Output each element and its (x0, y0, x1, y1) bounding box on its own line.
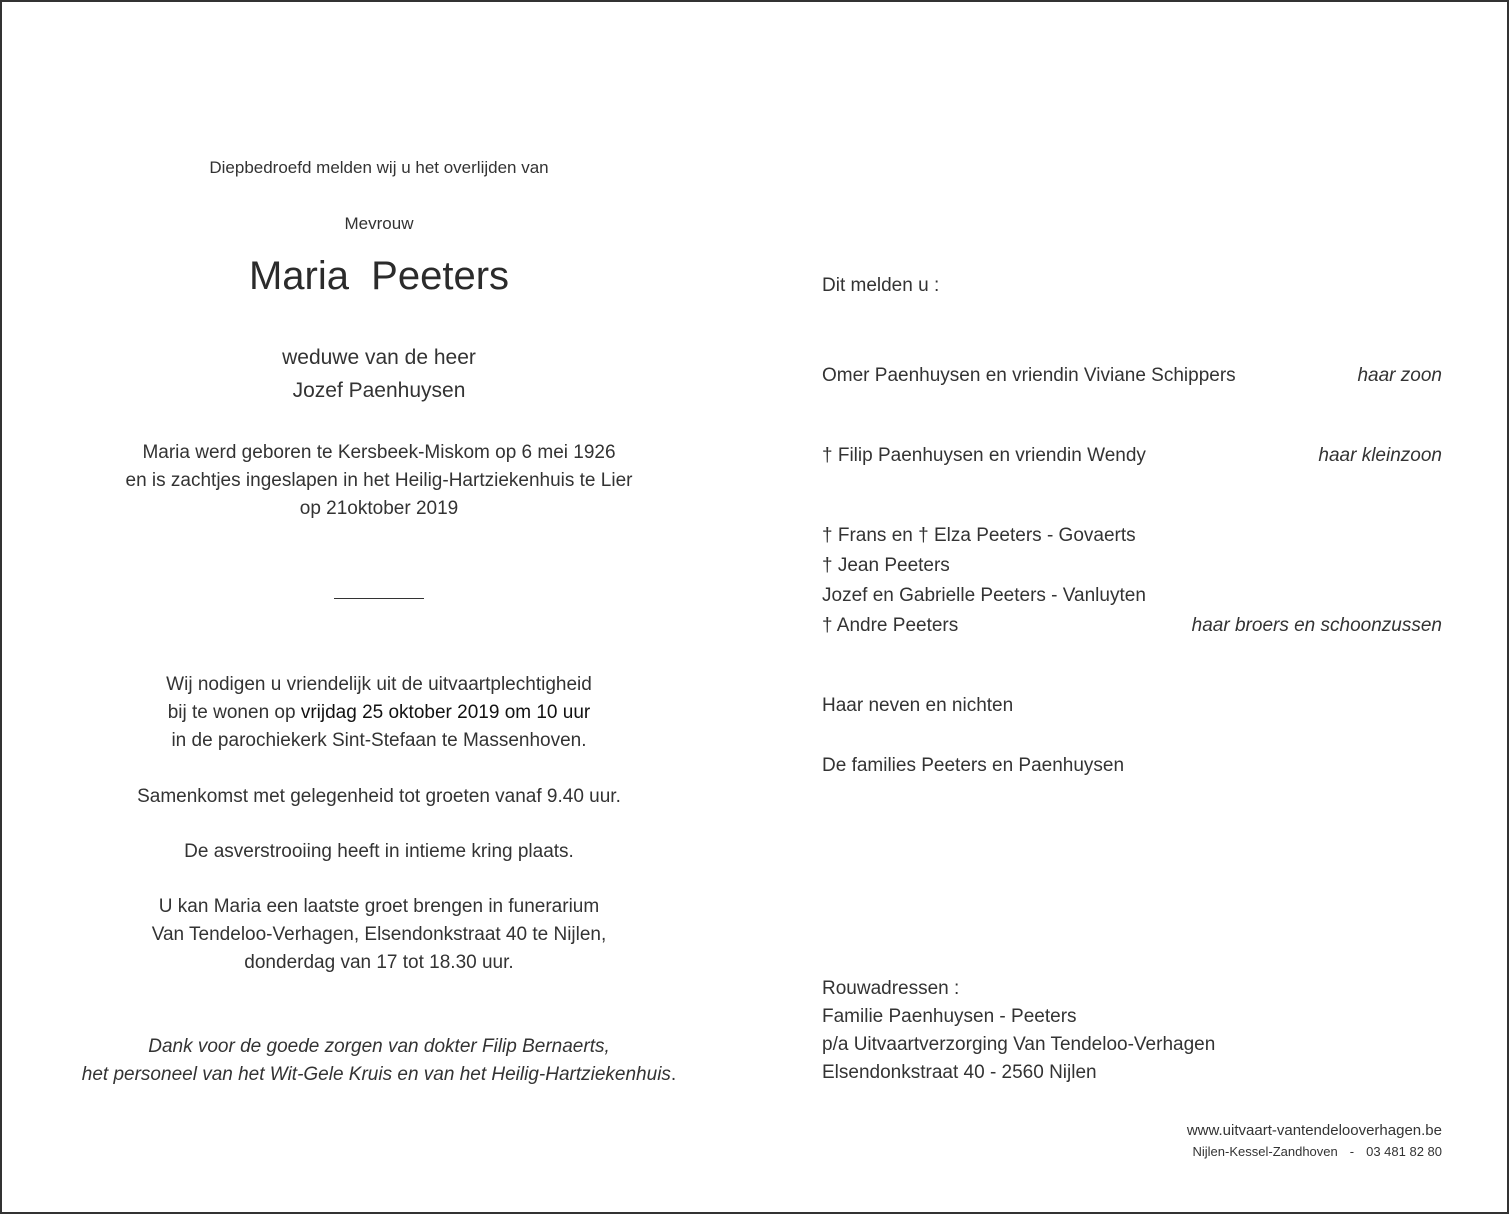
thanks-line-2 (64, 1064, 694, 1086)
footer-phone: 03 481 82 80 (1366, 1144, 1442, 1159)
visit-line-1: U kan Maria een laatste groet brengen in funerarium (158, 896, 600, 917)
footer-locations: Nijlen-Kessel-Zandhoven (1192, 1144, 1338, 1159)
family-member-6: † Andre Peeters (822, 615, 959, 636)
family-member-2: † Filip Paenhuysen en vriendin Wendy (822, 445, 1146, 466)
thanks-line-2-end: . (670, 1064, 677, 1085)
spouse-name: Jozef Paenhuysen (292, 379, 466, 402)
deceased-name: Maria Peeters (248, 254, 510, 298)
widow-line: weduwe van de heer (282, 346, 476, 369)
born-line-1: Maria werd geboren te Kersbeek-Miskom op 6 mei 1926 (142, 442, 616, 463)
family-role-2: haar kleinzoon (1318, 445, 1442, 466)
footer-website: www.uitvaart-vantendelooverhagen.be (1186, 1122, 1442, 1139)
ash-scattering-text: De asverstrooiing heeft in intieme kring plaats. (184, 841, 574, 862)
address-line-3: Elsendonkstraat 40 - 2560 Nijlen (822, 1062, 1097, 1083)
family-member-4: † Jean Peeters (822, 555, 950, 576)
family-member-3: † Frans en † Elza Peeters - Govaerts (822, 525, 1136, 546)
gathering-text: Samenkomst met gelegenheid tot groeten vanaf 9.40 uur. (137, 786, 621, 807)
invite-line-3: in de parochiekerk Sint-Stefaan te Massenhoven. (171, 730, 587, 751)
family-role-6: haar broers en schoonzussen (1191, 615, 1442, 636)
address-line-1: Familie Paenhuysen - Peeters (822, 1006, 1077, 1027)
left-column (64, 2, 694, 1212)
invite-line-1: Wij nodigen u vriendelijk uit de uitvaartplechtigheid (166, 674, 592, 695)
footer-contact (1193, 1144, 1443, 1159)
family-member-8: De families Peeters en Paenhuysen (822, 755, 1125, 776)
family-role-1: haar zoon (1357, 365, 1442, 386)
visit-line-3: donderdag van 17 tot 18.30 uur. (244, 952, 514, 973)
address-line-2: p/a Uitvaartverzorging Van Tendeloo-Verhagen (822, 1034, 1216, 1055)
invite-line-2-prefix: bij te wonen op (167, 702, 301, 723)
funeral-date: vrijdag 25 oktober 2019 om 10 uur (300, 702, 591, 723)
footer-separator: - (1349, 1144, 1355, 1159)
salutation: Mevrouw (344, 214, 414, 233)
announce-heading: Dit melden u : (822, 275, 940, 296)
address-heading: Rouwadressen : (822, 978, 960, 999)
born-line-2: en is zachtjes ingeslapen in het Heilig-Hartziekenhuis te Lier (125, 470, 633, 491)
visit-line-2: Van Tendeloo-Verhagen, Elsendonkstraat 40 te Nijlen, (151, 924, 607, 945)
thanks-line-2-text: het personeel van het Wit-Gele Kruis en van het Heilig-Hartziekenhuis (81, 1064, 671, 1085)
born-line-3: op 21oktober 2019 (299, 498, 459, 519)
family-member-7: Haar neven en nichten (822, 695, 1014, 716)
family-member-5: Jozef en Gabrielle Peeters - Vanluyten (822, 585, 1146, 606)
intro-text: Diepbedroefd melden wij u het overlijden van (209, 158, 549, 177)
family-member-1: Omer Paenhuysen en vriendin Viviane Schippers (822, 365, 1236, 386)
thanks-line-1: Dank voor de goede zorgen van dokter Filip Bernaerts, (148, 1036, 610, 1057)
invite-line-2 (64, 702, 694, 724)
section-divider (334, 598, 424, 599)
